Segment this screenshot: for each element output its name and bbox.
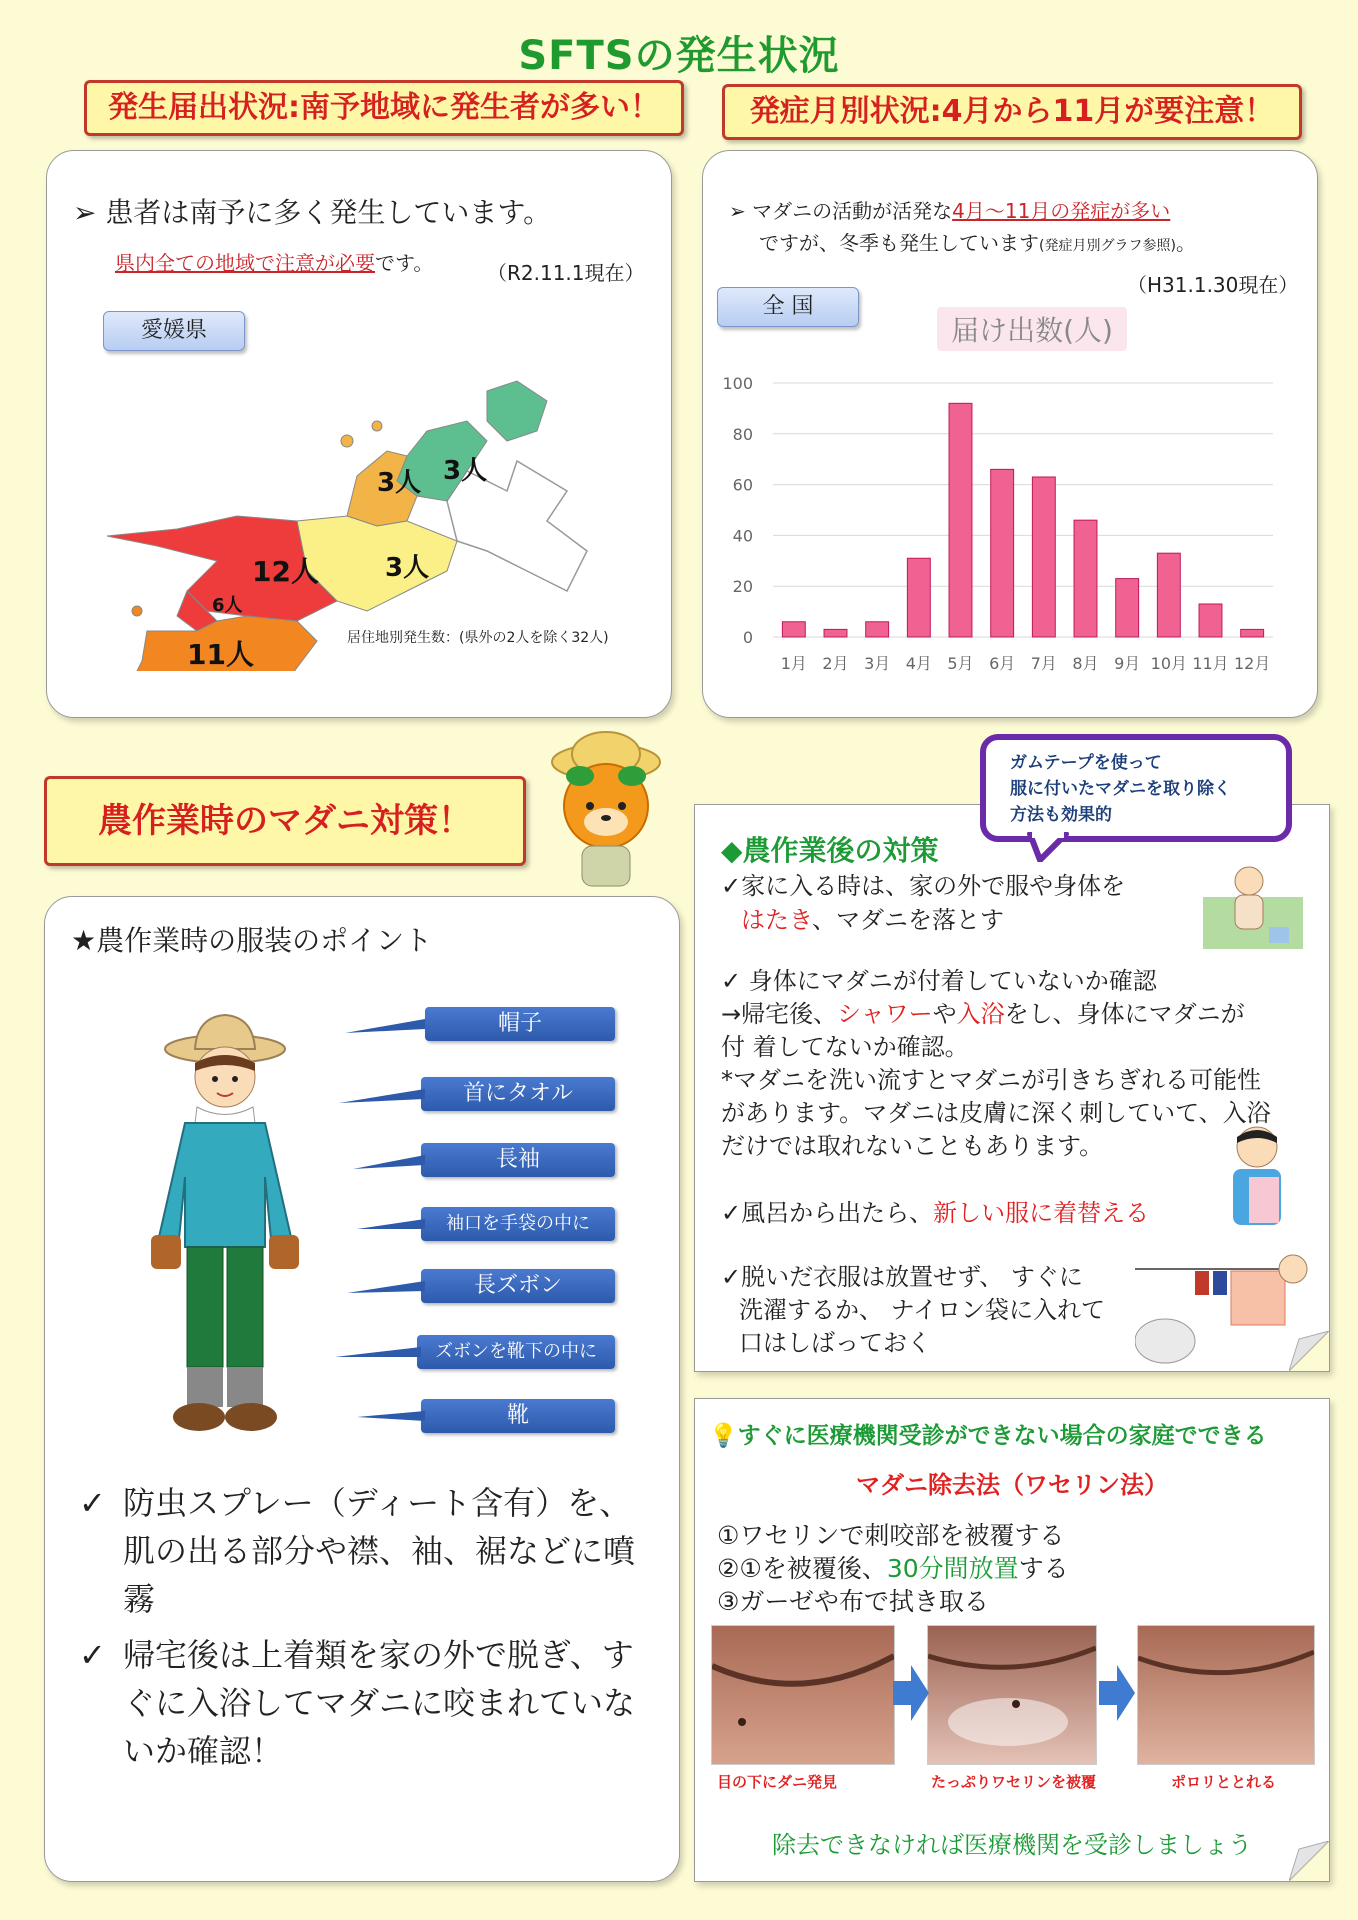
bar-9月	[1116, 579, 1139, 637]
arrow-right-icon	[1099, 1665, 1135, 1721]
y-tick-label: 80	[732, 424, 753, 444]
bar-6月	[991, 469, 1014, 637]
map-island	[341, 435, 353, 447]
callout-pants-in-socks: ズボンを靴下の中に	[417, 1335, 615, 1369]
callout-hat: 帽子	[425, 1007, 615, 1041]
map-label-2: 3人	[377, 468, 422, 498]
folded-corner	[1289, 1331, 1329, 1371]
chart-bullet-a: マダニの活動が活発な	[752, 199, 953, 223]
item2-d: 付 着してないか確認。	[721, 1033, 969, 1061]
national-tag: 全 国	[717, 287, 859, 327]
x-tick-label: 2月	[822, 654, 849, 673]
mikyan-mascot-image	[536, 728, 676, 898]
item3-red: 新しい服に着替える	[933, 1199, 1150, 1227]
map-bullet: 患者は南予に多く発生しています。	[105, 196, 552, 229]
x-tick-label: 5月	[947, 654, 974, 673]
clothing-panel	[44, 896, 680, 1882]
x-tick-label: 3月	[864, 654, 891, 673]
map-region-1-islands	[487, 381, 547, 441]
chart-panel	[702, 150, 1318, 718]
bar-4月	[907, 558, 930, 637]
item4-line-3: 口はしばっておく	[739, 1329, 931, 1357]
map-panel	[46, 150, 672, 718]
clothing-point-2	[79, 1631, 639, 1775]
map-as-of: （R2.11.1現在）	[487, 261, 645, 285]
photo-vaseline-applied	[927, 1625, 1097, 1765]
step-2: ②①を被覆後、	[717, 1554, 887, 1583]
caption-tick-removed: ポロリととれる	[1171, 1773, 1277, 1791]
caption-tick-found: 目の下にダニ発見	[717, 1773, 838, 1791]
after-work-heading: ◆農作業後の対策	[721, 834, 939, 867]
map-label-1: 3人	[443, 456, 488, 486]
bullet-arrow-icon: ➢	[73, 196, 106, 229]
bubble-line-3: 方法も効果的	[1010, 805, 1112, 825]
bar-12月	[1241, 629, 1264, 637]
vaseline-panel	[694, 1398, 1330, 1882]
vaseline-footer: 除去できなければ医療機関を受診しましょう	[772, 1831, 1252, 1859]
x-tick-label: 11月	[1192, 654, 1229, 673]
bubble-line-1: ガムテープを使って	[1010, 753, 1162, 773]
changing-clothes-illustration	[1215, 1123, 1305, 1233]
bar-3月	[866, 622, 889, 637]
clothing-heading: ★農作業時の服装のポイント	[71, 924, 433, 957]
item2-b: や	[932, 1000, 957, 1028]
photo-tick-removed	[1137, 1625, 1315, 1765]
laundry-illustration	[1135, 1249, 1315, 1365]
x-tick-label: 10月	[1150, 654, 1188, 673]
lightbulb-icon: 💡	[709, 1423, 738, 1449]
item1-red: はたき	[741, 906, 813, 934]
bar-5月	[949, 403, 972, 637]
item1-tail: 、マダニを落とす	[812, 906, 1005, 934]
photo-tick-found	[711, 1625, 895, 1765]
item2-a: →帰宅後、	[721, 1000, 838, 1028]
chart-bullet-underlined: 4月～11月の発症が多い	[952, 199, 1171, 223]
x-tick-label: 9月	[1114, 654, 1141, 673]
chart-title: 届け出数(人)	[951, 314, 1113, 347]
item3-text: ✓風呂から出たら、	[721, 1199, 934, 1227]
bar-11月	[1199, 604, 1222, 637]
item2-shower: シャワー	[837, 1000, 933, 1028]
item2-heading: ✓ 身体にマダニが付着していないか確認	[721, 967, 1157, 995]
step-2-duration: 30分間放置	[886, 1554, 1019, 1583]
y-tick-label: 100	[722, 374, 753, 393]
all-region-note: 県内全ての地域で注意が必要	[115, 251, 375, 275]
bar-10月	[1157, 553, 1180, 637]
step-3: ③ガーゼや布で拭き取る	[717, 1587, 989, 1616]
occurrence-banner: 発生届出状況:南予地域に発生者が多い！	[84, 80, 684, 136]
y-tick-label: 40	[732, 526, 753, 546]
map-label-6: 11人	[187, 638, 254, 671]
clothing-point-1	[79, 1479, 639, 1623]
ehime-map	[47, 301, 671, 671]
step-1: ①ワセリンで刺咬部を被覆する	[717, 1521, 1065, 1550]
step-2-tail: する	[1018, 1554, 1069, 1583]
bar-7月	[1032, 477, 1055, 637]
bubble-tail	[1026, 832, 1076, 862]
check-icon: ✓	[79, 1484, 106, 1522]
vaseline-subheading: マダニ除去法（ワセリン法）	[856, 1471, 1168, 1499]
arrow-right-icon	[893, 1665, 929, 1721]
folded-corner	[1289, 1841, 1329, 1881]
x-tick-label: 6月	[989, 654, 1016, 673]
bubble-line-2: 服に付いたマダニを取り除く	[1010, 779, 1231, 799]
farmer-illustration	[115, 1007, 335, 1447]
bullet-arrow-icon: ➢	[729, 199, 753, 223]
map-label-3: 3人	[385, 553, 430, 583]
y-tick-label: 0	[742, 628, 753, 647]
callout-cuffs: 袖口を手袋の中に	[421, 1207, 615, 1241]
chart-as-of: （H31.1.30現在）	[1127, 273, 1299, 297]
chart-bullet-small: (発症月別グラフ参照)	[1039, 238, 1176, 254]
callout-pointers	[325, 1007, 435, 1447]
bar-1月	[782, 622, 805, 637]
item4-line-1: ✓脱いだ衣服は放置せず、 すぐに	[721, 1263, 1083, 1291]
callout-shoes: 靴	[421, 1399, 615, 1433]
check-icon: ✓	[79, 1636, 106, 1674]
callout-long-sleeve: 長袖	[421, 1143, 615, 1177]
y-tick-label: 20	[732, 577, 753, 597]
monthly-banner: 発症月別状況:4月から11月が要注意！	[722, 84, 1302, 140]
callout-towel: 首にタオル	[421, 1077, 615, 1111]
item2-c: をし、身体にマダニが	[1004, 1000, 1245, 1028]
x-tick-label: 12月	[1233, 654, 1271, 673]
bar-2月	[824, 629, 847, 637]
x-tick-label: 4月	[905, 654, 932, 673]
tape-tip-bubble	[980, 734, 1292, 842]
item1-text: ✓家に入る時は、家の外で服や身体を	[721, 872, 1126, 900]
shaking-clothes-illustration	[1203, 857, 1303, 949]
item2-bath: 入浴	[956, 1000, 1005, 1028]
clothing-point-2-text: 帰宅後は上着類を家の外で脱ぎ、すぐに入浴してマダニに咬まれていないか確認！	[123, 1636, 636, 1770]
countermeasure-banner: 農作業時のマダニ対策！	[44, 776, 526, 866]
note-tail: です。	[375, 251, 434, 275]
y-tick-label: 60	[732, 475, 753, 495]
callout-long-pants: 長ズボン	[421, 1269, 615, 1303]
bar-8月	[1074, 520, 1097, 637]
x-tick-label: 1月	[780, 654, 807, 673]
vaseline-heading: すぐに医療機関受診ができない場合の家庭でできる	[737, 1423, 1267, 1449]
clothing-point-1-text: 防虫スプレー（ディート含有）を、肌の出る部分や襟、袖、裾などに噴霧	[123, 1484, 636, 1618]
ehime-tag: 愛媛県	[103, 311, 245, 351]
map-island	[372, 421, 382, 431]
chart-bullet-b: ですが、冬季も発生しています	[759, 231, 1039, 255]
map-caption: 居住地別発生数：(県外の2人を除く32人)	[347, 630, 609, 646]
map-island	[132, 606, 142, 616]
monthly-bar-chart	[703, 301, 1317, 701]
chart-bullet-end: 。	[1175, 231, 1196, 255]
item4-line-2: 洗濯するか、 ナイロン袋に入れて	[739, 1296, 1105, 1324]
map-label-5: 6人	[212, 595, 243, 616]
page-title: SFTSの発生状況	[518, 33, 840, 79]
map-label-4: 12人	[252, 555, 319, 588]
x-tick-label: 7月	[1030, 654, 1057, 673]
after-work-panel	[694, 804, 1330, 1372]
item2-note: *マダニを洗い流すとマダニが引きちぎれる可能性があります。マダニは皮膚に深く刺していて、入浴だけでは取れないこともあります。	[721, 1066, 1271, 1160]
caption-vaseline-applied: たっぷりワセリンを被覆	[931, 1773, 1097, 1791]
x-tick-label: 8月	[1072, 654, 1099, 673]
